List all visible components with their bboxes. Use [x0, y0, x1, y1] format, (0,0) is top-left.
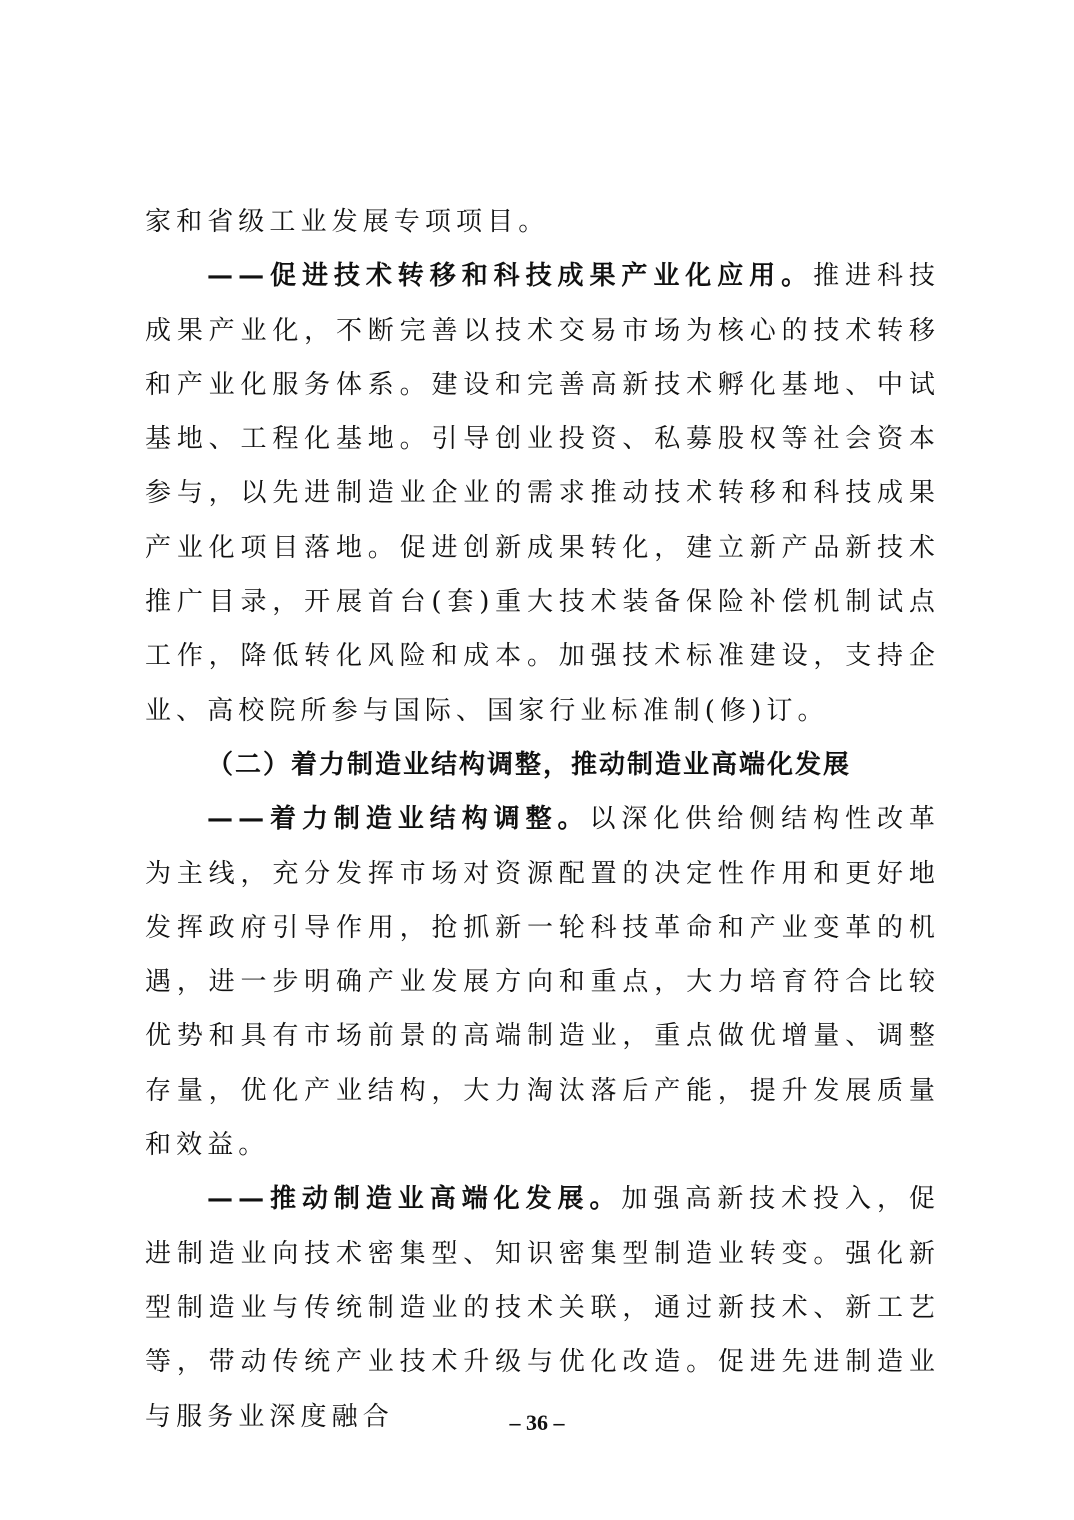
- paragraph-body-tech-transfer: 推进科技成果产业化，不断完善以技术交易市场为核心的技术转移和产业化服务体系。建设和完善高新技术孵化基地、中试基地、工程化基地。引导创业投资、私募股权等社会资本参与，以先进制造业企业的需求推动技术转移和科技成果产业化项目落地。促进创新成果转化，建立新产品新技术推广目录，开展首台(套)重大技术装备保险补偿机制试点工作，降低转化风险和成本。加强技术标准建设，支持企业、高校院所参与国际、国家行业标准制(修)订。: [145, 261, 940, 726]
- lead-phrase-high-end-development: ——推动制造业高端化发展。: [207, 1184, 622, 1215]
- page-content: [145, 195, 940, 1444]
- lead-phrase-tech-transfer: ——促进技术转移和科技成果产业化应用。: [207, 261, 814, 292]
- paragraph-structure-adjustment: [145, 792, 940, 1172]
- paragraph-high-end-development: [145, 1172, 940, 1443]
- paragraph-tech-transfer: [145, 249, 940, 738]
- paragraph-body-structure-adjustment: 以深化供给侧结构性改革为主线，充分发挥市场对资源配置的决定性作用和更好地发挥政府引导作用，抢抓新一轮科技革命和产业变革的机遇，进一步明确产业发展方向和重点，大力培育符合比较优势和具有市场前景的高端制造业，重点做优增量、调整存量，优化产业结构，大力淘汰落后产能，提升发展质量和效益。: [145, 804, 940, 1161]
- paragraph-body-high-end-development: 加强高新技术投入，促进制造业向技术密集型、知识密集型制造业转变。强化新型制造业与传统制造业的技术关联，通过新技术、新工艺等，带动传统产业技术升级与优化改造。促进先进制造业与服务业深度融合: [145, 1184, 940, 1432]
- section-heading: （二）着力制造业结构调整，推动制造业高端化发展: [207, 749, 852, 780]
- lead-phrase-structure-adjustment: ——着力制造业结构调整。: [207, 804, 590, 835]
- continuation-paragraph: 家和省级工业发展专项项目。: [145, 207, 550, 237]
- page-number: – 36 –: [509, 1410, 565, 1435]
